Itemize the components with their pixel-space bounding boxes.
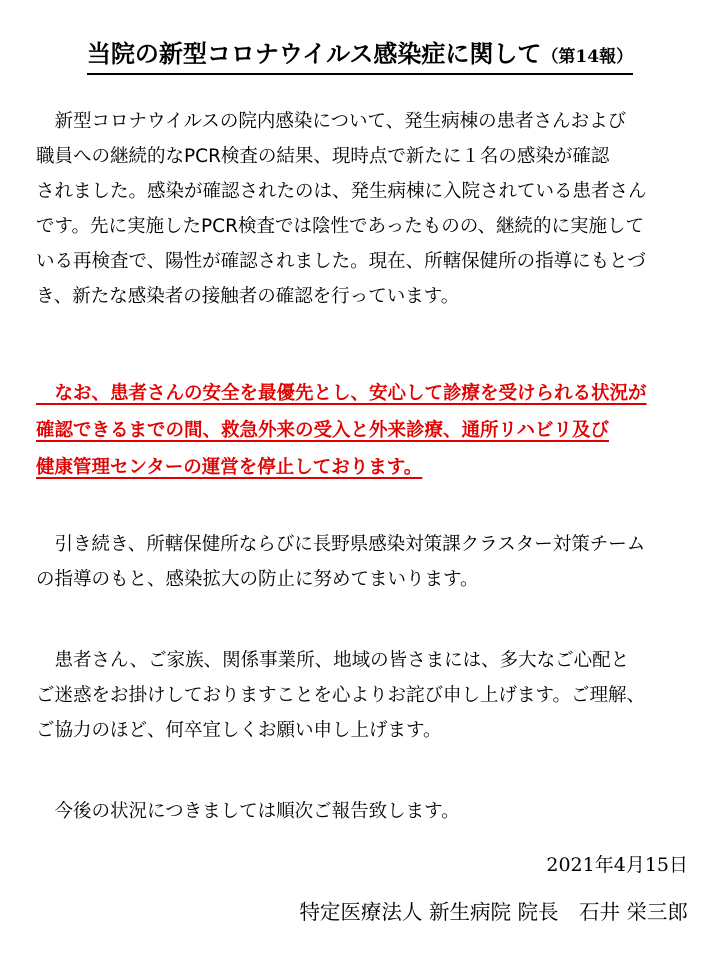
text-line: 引き続き、所轄保健所ならびに長野県感染対策課クラスター対策チーム (36, 534, 646, 555)
notice-line-text: 確認できるまでの間、救急外来の受入と外来診療、通所リハビリ及び (36, 420, 609, 441)
text-line: 職員への継続的なPCR検査の結果、現時点で新たに１名の感染が確認 (36, 146, 610, 167)
notice-line (36, 375, 686, 412)
text-line: です。先に実施したPCR検査では陰性であったものの、継続的に実施して (36, 216, 645, 237)
text-line: 患者さん、ご家族、関係事業所、地域の皆さまには、多大なご心配と (36, 650, 630, 671)
document-date: 2021年4月15日 (546, 854, 688, 876)
notice-line-text: 健康管理センターの運営を停止しております。 (36, 457, 423, 478)
title-report-number: （第14報） (541, 47, 634, 67)
text-line: き、新たな感染者の接触者の確認を行っています。 (36, 286, 460, 307)
text-line: 新型コロナウイルスの院内感染について、発生病棟の患者さんおよび (36, 111, 627, 132)
title-main-text: 当院の新型コロナウイルス感染症に関して (86, 40, 542, 68)
text-line: 今後の状況につきましては順次ご報告致します。 (36, 801, 460, 822)
paragraph-infection-report (36, 104, 686, 314)
text-line: ご協力のほど、何卒宜しくお願い申し上げます。 (36, 720, 442, 741)
paragraph-service-suspension-notice (36, 375, 686, 486)
notice-line-text: なお、患者さんの安全を最優先とし、安心して診療を受けられる状況が (36, 383, 647, 404)
notice-line (36, 449, 686, 486)
notice-line (36, 412, 686, 449)
text-line: ご迷惑をお掛けしておりますことを心よりお詫び申し上げます。ご理解、 (36, 685, 646, 706)
text-line: の指導のもと、感染拡大の防止に努めてまいります。 (36, 569, 479, 590)
document-title (0, 32, 720, 75)
paragraph-prevention-efforts (36, 527, 686, 597)
text-line: されました。感染が確認されたのは、発生病棟に入院されている患者さん (36, 181, 647, 202)
title-underline (87, 36, 633, 75)
text-line: いる再検査で、陽性が確認されました。現在、所轄保健所の指導にもとづ (36, 251, 646, 272)
signature-line: 特定医療法人 新生病院 院長 石井 栄三郎 (299, 900, 688, 924)
paragraph-apology (36, 643, 686, 748)
paragraph-future-reports (36, 794, 686, 829)
